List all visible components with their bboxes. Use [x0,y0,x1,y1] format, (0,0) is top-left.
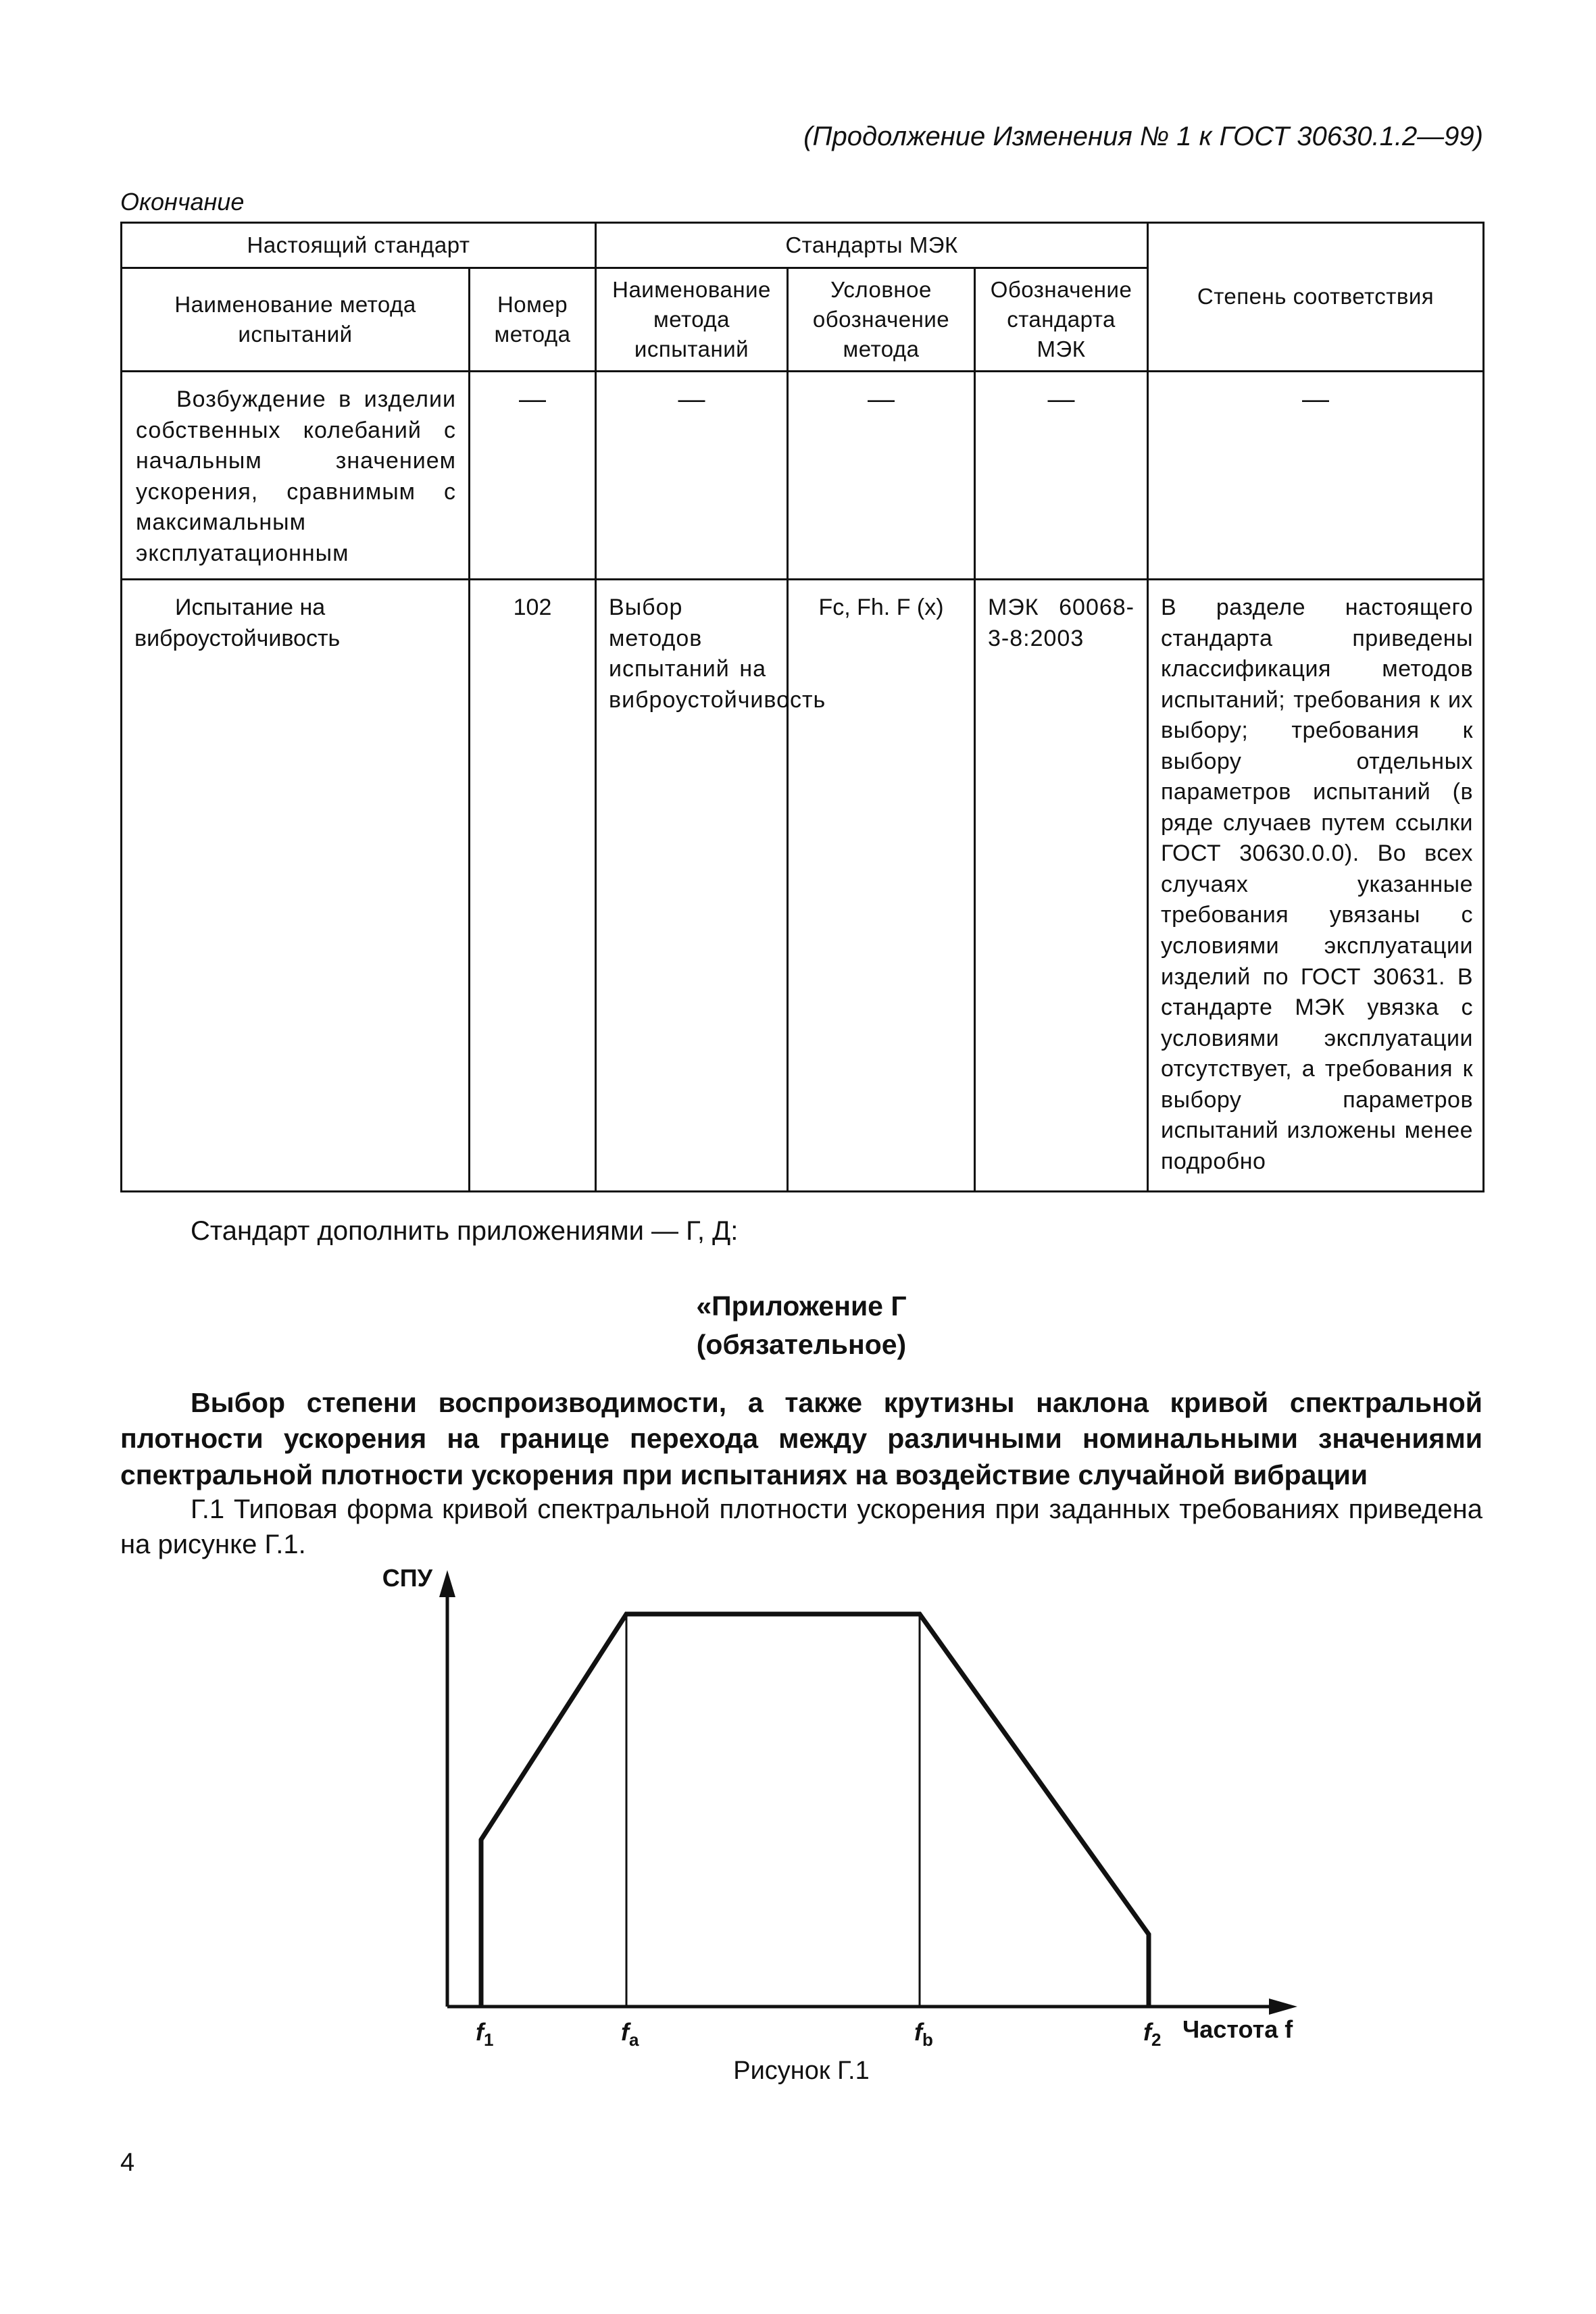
y-axis-arrow-icon [439,1570,455,1597]
header-method-number: Номер метода [470,268,596,372]
supplement-line: Стандарт дополнить приложениями — Г, Д: [191,1216,739,1246]
x-axis-label: Частота f [1182,2015,1293,2043]
header-conformity: Степень соответствия [1148,223,1484,372]
row-method-name: Испытание на виброустойчивость [122,580,470,1192]
header-method-name: Наименование метода испытаний [122,268,470,372]
tick-label-fb: $f_b$ [914,2018,933,2050]
row-method-name: Возбуждение в изделии собственных колебаний с начальным значением ускорения, сравнимым с максимальным эксплуатационным [122,372,470,580]
appendix-status: (обязательное) [696,1328,907,1360]
header-iec-method-code: Условное обозначение метода [788,268,975,372]
row-iec-code: — [788,372,975,580]
row-iec-name: — [596,372,788,580]
row-iec-standard: МЭК 60068-3-8:2003 [975,580,1148,1192]
appendix-title: «Приложение Г [696,1290,907,1322]
tick-label-fa: $f_a$ [621,2018,639,2050]
row-conformity: — [1148,372,1484,580]
tick-label-f2: $f_2$ [1143,2018,1162,2050]
figure-psd-curve [351,1547,1324,2061]
figure-caption: Рисунок Г.1 [733,2057,870,2085]
header-iec-standards: Стандарты МЭК [596,223,1148,268]
table-row [122,372,1484,580]
table-caption: Окончание [120,188,245,216]
header-iec-standard: Обозначение стандарта МЭК [975,268,1148,372]
row-method-number: — [470,372,596,580]
table-row [122,580,1484,1192]
row-iec-name: Выбор методов испытаний на виброустойчивость [596,580,788,1192]
psd-curve [481,1614,1149,2007]
comparison-table [120,222,1485,1192]
header-this-standard: Настоящий стандарт [122,223,596,268]
appendix-heading [120,1287,1482,1363]
y-axis-label: СПУ [382,1564,432,1592]
paragraph-g1: Г.1 Типовая форма кривой спектральной плотности ускорения при заданных требованиях приведена на рисунке Г.1. [120,1494,1482,1559]
row-iec-standard: — [975,372,1148,580]
page-number: 4 [120,2148,135,2177]
document-header: (Продолжение Изменения № 1 к ГОСТ 30630.1.2—99) [803,122,1483,151]
appendix-subject-heading: Выбор степени воспроизводимости, а также крутизны наклона кривой спектральной плотности ускорения на границе перехода между различными номинальными значениями спектральной плотности ускорения при испытаниях на воздействие случайной вибрации [120,1387,1482,1490]
tick-label-f1: $f_1$ [476,2018,494,2050]
header-iec-method-name: Наименование метода испытаний [596,268,788,372]
x-axis-arrow-icon [1269,1998,1297,2015]
row-conformity: В разделе настоящего стандарта приведены классификация методов испытаний; требования к их выбору; требования к выбору отдельных параметров испытаний (в ряде случаев путем ссылки ГОСТ 30630.0.0). Во всех случаях указанные требования увязаны с условиями эксплуатации изделий по ГОСТ 30631. В стандарте МЭК увязка с условиями эксплуатации отсутствует, а требования к выбору параметров испытаний изложены менее подробно [1148,580,1484,1192]
row-iec-code: Fc, Fh. F (x) [788,580,975,1192]
row-method-number: 102 [470,580,596,1192]
